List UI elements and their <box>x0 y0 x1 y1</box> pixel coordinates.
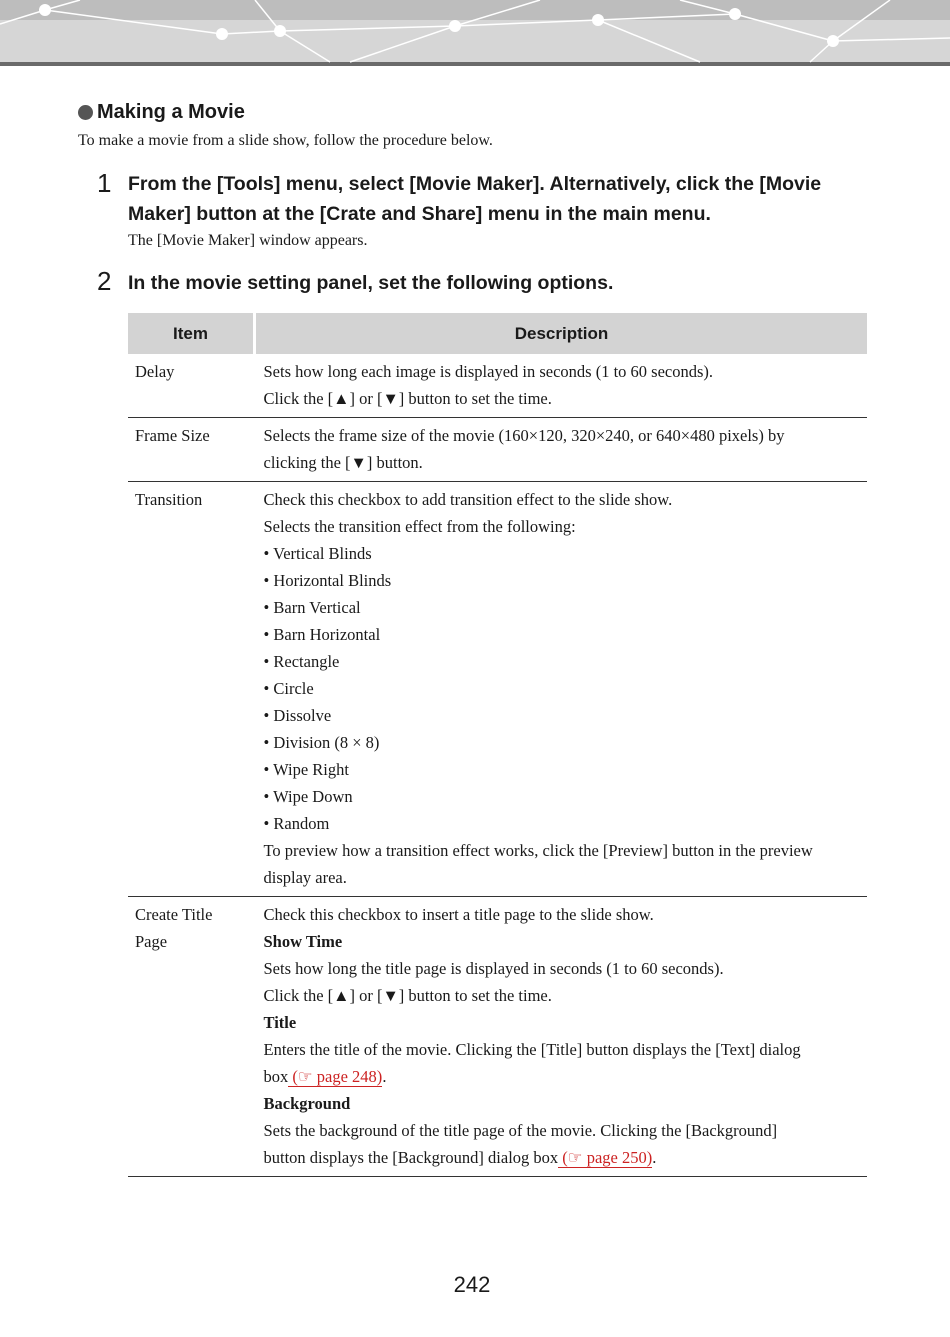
item-line: Page <box>135 932 168 951</box>
section-heading-text: Making a Movie <box>97 101 245 123</box>
header-decoration <box>0 0 950 68</box>
page-250-link[interactable]: (☞ page 250) <box>558 1148 653 1167</box>
bullet-dot-icon <box>78 105 93 120</box>
description-line: Selects the transition effect from the following: <box>263 517 576 536</box>
item-cell: Delay <box>128 354 255 418</box>
description-line: display area. <box>263 868 347 887</box>
item-column-header: Item <box>128 313 255 354</box>
description-line: Sets the background of the title page of the movie. Clicking the [Background] <box>263 1121 778 1140</box>
text-fragment: . <box>382 1067 387 1086</box>
description-line: Check this checkbox to add transition effect to the slide show. <box>263 490 673 509</box>
intro-text: To make a movie from a slide show, follow the procedure below. <box>78 132 493 149</box>
text-fragment: button displays the [Background] dialog box <box>263 1148 559 1167</box>
text-fragment: . <box>652 1148 657 1167</box>
effect-list-item: • Horizontal Blinds <box>263 571 392 590</box>
title-heading: Title <box>263 1013 297 1032</box>
text-fragment: box <box>263 1067 289 1086</box>
item-cell: Frame Size <box>128 418 255 482</box>
step-1-number: 1 <box>97 168 112 198</box>
description-line <box>264 1063 868 1090</box>
effect-list-item: • Random <box>263 814 330 833</box>
description-line: Selects the frame size of the movie (160×120, 320×240, or 640×480 pixels) by <box>263 426 785 445</box>
description-cell <box>255 897 868 1177</box>
effect-list-item: • Vertical Blinds <box>263 544 372 563</box>
page-number: 242 <box>453 1272 491 1297</box>
effect-list-item: • Barn Horizontal <box>263 625 381 644</box>
step-2-number: 2 <box>97 266 112 296</box>
description-line: Sets how long each image is displayed in seconds (1 to 60 seconds). <box>263 362 714 381</box>
effect-list-item: • Circle <box>263 679 314 698</box>
background-heading: Background <box>263 1094 351 1113</box>
table-row-transition <box>128 482 867 897</box>
step-1-line-2: Maker] button at the [Crate and Share] menu in the main menu. <box>128 203 711 225</box>
table-row-frame-size <box>128 418 867 482</box>
table-row-delay <box>128 354 867 418</box>
description-line: clicking the [▼] button. <box>263 453 423 472</box>
description-cell <box>255 482 868 897</box>
page-248-link[interactable]: (☞ page 248) <box>288 1067 383 1086</box>
description-line: Click the [▲] or [▼] button to set the time. <box>263 389 552 408</box>
description-column-header: Description <box>255 313 868 354</box>
description-line: Click the [▲] or [▼] button to set the time. <box>263 986 552 1005</box>
effect-list-item: • Rectangle <box>263 652 340 671</box>
description-line: Enters the title of the movie. Clicking the [Title] button displays the [Text] dialog <box>263 1040 801 1059</box>
step-1-instruction <box>128 169 868 229</box>
section-heading <box>78 101 245 124</box>
step-2-instruction: In the movie setting panel, set the following options. <box>128 272 614 294</box>
description-line: To preview how a transition effect works, click the [Preview] button in the preview <box>263 841 813 860</box>
step-1-result: The [Movie Maker] window appears. <box>128 232 368 249</box>
item-line: Create Title <box>135 905 213 924</box>
table-row-create-title-page <box>128 897 867 1177</box>
description-line: Check this checkbox to insert a title page to the slide show. <box>263 905 654 924</box>
step-1-line-1: From the [Tools] menu, select [Movie Maker]. Alternatively, click the [Movie <box>128 173 822 195</box>
description-cell <box>255 418 868 482</box>
show-time-heading: Show Time <box>263 932 343 951</box>
effect-list-item: • Barn Vertical <box>263 598 361 617</box>
table-header-row <box>128 313 867 354</box>
effect-list-item: • Wipe Down <box>263 787 353 806</box>
item-cell: Transition <box>128 482 255 897</box>
item-cell <box>128 897 255 1177</box>
description-line <box>264 1144 868 1171</box>
description-cell <box>255 354 868 418</box>
effect-list-item: • Wipe Right <box>263 760 349 779</box>
effect-list-item: • Dissolve <box>263 706 332 725</box>
description-line: Sets how long the title page is displayed in seconds (1 to 60 seconds). <box>263 959 724 978</box>
effect-list-item: • Division (8 × 8) <box>263 733 380 752</box>
options-table <box>128 313 867 1177</box>
